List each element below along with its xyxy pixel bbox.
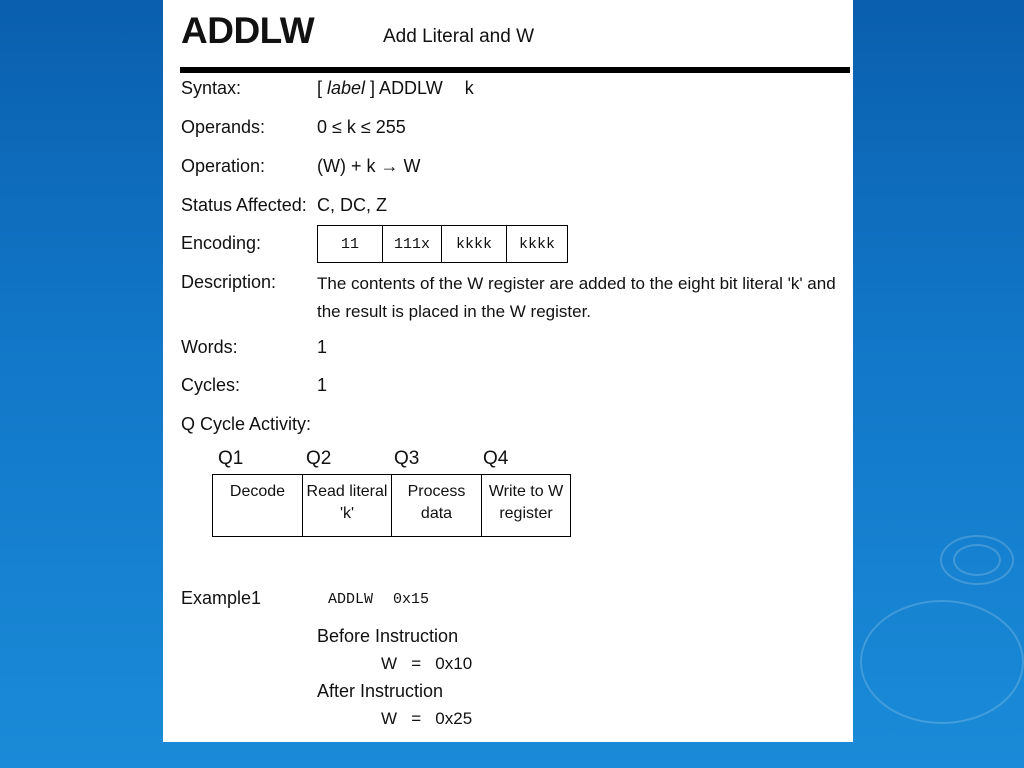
encoding-bits: 111x [383, 226, 442, 263]
before-instruction-label: Before Instruction [317, 626, 459, 646]
status-value: C, DC, Z [317, 195, 387, 215]
header-rule [180, 67, 850, 73]
q-cycle-cell: Decode [213, 475, 303, 537]
example-label: Example1 [181, 588, 262, 608]
q-cycle-label: Q Cycle Activity: [181, 414, 312, 434]
encoding-label: Encoding: [181, 233, 262, 253]
ripple-decoration [953, 544, 1001, 576]
cycles-value: 1 [317, 375, 328, 395]
syntax-mnemonic: ] ADDLW [365, 78, 443, 98]
after-instruction-value: W = 0x25 [381, 709, 473, 728]
datasheet-page [163, 0, 853, 742]
example-code-mnemonic: ADDLW [328, 591, 374, 608]
q-cycle-header: Q4 [483, 448, 509, 469]
q-cycle-header: Q1 [218, 448, 244, 469]
operation-label: Operation: [181, 156, 266, 176]
q-cycle-header: Q2 [306, 448, 332, 469]
example-code-operand: 0x15 [393, 591, 430, 608]
words-label: Words: [181, 337, 238, 357]
q-cycle-cell: Write to W register [482, 475, 571, 537]
description-value: The contents of the W register are added to the eight bit literal 'k' and the result is placed in the W register. [317, 274, 836, 321]
encoding-bits: kkkk [442, 226, 507, 263]
instruction-mnemonic: ADDLW [181, 10, 315, 51]
q-cycle-cell: Read literal 'k' [303, 475, 392, 537]
q-cycle-cell: Process data [392, 475, 482, 537]
encoding-bits: 11 [318, 226, 383, 263]
cycles-label: Cycles: [181, 375, 241, 395]
operation-value: (W) + k → W [317, 156, 421, 176]
operands-value: 0 ≤ k ≤ 255 [317, 117, 406, 137]
words-value: 1 [317, 337, 328, 357]
encoding-table [317, 225, 568, 263]
syntax-open-bracket: [ [317, 78, 328, 98]
instruction-title: Add Literal and W [383, 26, 535, 47]
syntax-value [317, 78, 474, 99]
ripple-decoration [860, 600, 1024, 724]
operands-label: Operands: [181, 117, 266, 137]
encoding-bits: kkkk [507, 226, 568, 263]
description-label: Description: [181, 272, 277, 292]
q-cycle-header: Q3 [394, 448, 420, 469]
syntax-label-italic: label [327, 78, 366, 98]
syntax-label: Syntax: [181, 78, 242, 98]
syntax-operand: k [464, 78, 474, 98]
status-label: Status Affected: [181, 195, 307, 215]
after-instruction-label: After Instruction [317, 681, 444, 701]
before-instruction-value: W = 0x10 [381, 654, 473, 673]
q-cycle-table [212, 474, 571, 537]
